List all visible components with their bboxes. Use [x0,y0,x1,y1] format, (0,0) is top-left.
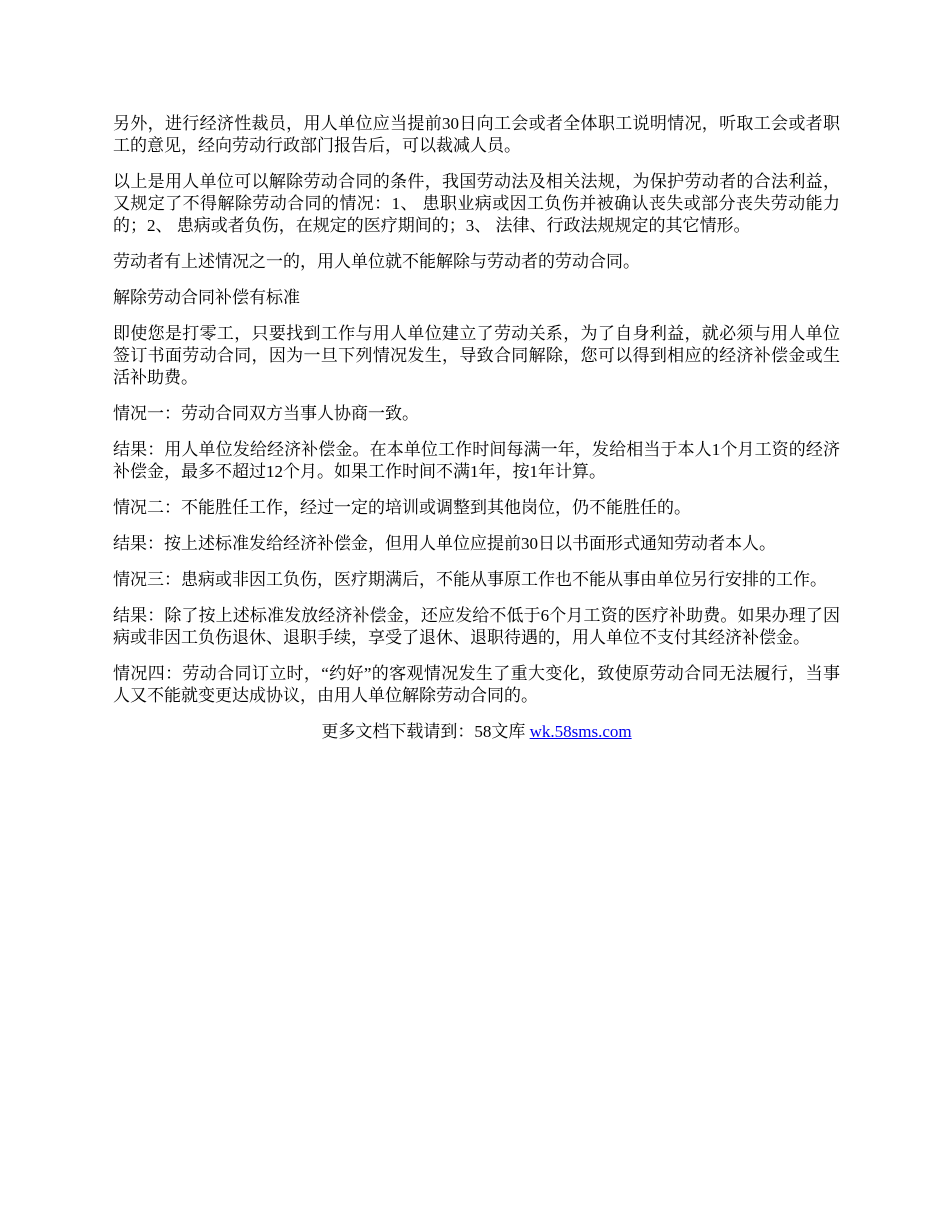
paragraph-case-three: 情况三：患病或非因工负伤，医疗期满后，不能从事原工作也不能从事由单位另行安排的工作。 [113,570,827,589]
paragraph-case-one: 情况一：劳动合同双方当事人协商一致。 [113,404,419,423]
footer-text: 更多文档下载请到：58文库 [321,722,530,741]
paragraph-result-two: 结果：按上述标准发给经济补偿金，但用人单位应提前30日以书面形式通知劳动者本人。 [113,534,776,553]
section-heading-compensation: 解除劳动合同补偿有标准 [113,288,300,307]
footer [113,721,840,743]
paragraph-case-four: 情况四：劳动合同订立时，“约好”的客观情况发生了重大变化，致使原劳动合同无法履行，当事人又不能就变更达成协议，由用人单位解除劳动合同的。 [113,664,840,705]
paragraph-termination-conditions: 以上是用人单位可以解除劳动合同的条件，我国劳动法及相关法规，为保护劳动者的合法利益，又规定了不得解除劳动合同的情况：1、 患职业病或因工负伤并被确认丧失或部分丧失劳动能力的；2、 患病或者负伤，在规定的医疗期间的；3、 法律、行政法规规定的其它情形。 [113,172,840,235]
paragraph-case-two: 情况二：不能胜任工作，经过一定的培训或调整到其他岗位，仍不能胜任的。 [113,498,691,517]
footer-link[interactable]: wk.58sms.com [529,722,632,741]
paragraph-intro: 即使您是打零工，只要找到工作与用人单位建立了劳动关系，为了自身利益，就必须与用人单位签订书面劳动合同，因为一旦下列情况发生，导致合同解除，您可以得到相应的经济补偿金或生活补助费。 [113,324,840,387]
paragraph-cannot-terminate: 劳动者有上述情况之一的，用人单位就不能解除与劳动者的劳动合同。 [113,252,640,271]
paragraph-result-one: 结果：用人单位发给经济补偿金。在本单位工作时间每满一年，发给相当于本人1个月工资的经济补偿金，最多不超过12个月。如果工作时间不满1年，按1年计算。 [113,440,840,481]
paragraph-result-three: 结果：除了按上述标准发放经济补偿金，还应发给不低于6个月工资的医疗补助费。如果办理了因病或非因工负伤退休、退职手续，享受了退休、退职待遇的，用人单位不支付其经济补偿金。 [113,606,840,647]
document-page [113,113,840,743]
paragraph-layoffs: 另外，进行经济性裁员，用人单位应当提前30日向工会或者全体职工说明情况，听取工会或者职工的意见，经向劳动行政部门报告后，可以裁减人员。 [113,114,840,155]
